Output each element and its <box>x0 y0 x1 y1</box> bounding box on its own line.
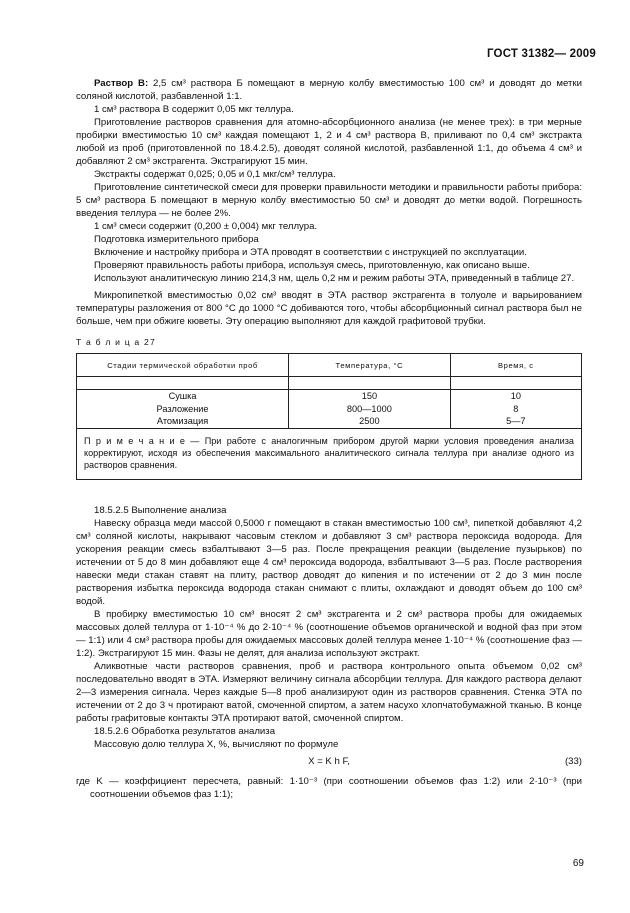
section-heading: 18.5.2.5 Выполнение анализа <box>94 505 227 517</box>
paragraph: Микропипеткой вместимостью 0,02 см³ вводят в ЭТА раствор экстрагента в толуоле и варьированием температуры разложения от 800 °С до 1000 °С добиваются того, чтобы абсорбционный сигнал раствора был не больше, чем при обжиге кюветы. Эту операцию выполняют для каждой графитовой трубки. <box>76 290 582 327</box>
paragraph: Используют аналитическую линию 214,3 нм, щель 0,2 нм и режим работы ЭТА, приведенный в таблице 27. <box>94 273 575 284</box>
paragraph-solution-v <box>76 77 582 103</box>
table-header-row <box>77 354 582 377</box>
paragraph: Навеску образца меди массой 0,5000 г помещают в стакан вместимостью 100 см³, пипеткой добавляют 4,2 см³ соляной кислоты, накрывают часовым стеклом и добавляют 3 см³ раствора пероксида водорода. Для ускорения реакции смесь взбалтывают 3—5 раз. После прекращения реакции (выделение пузырьков) по истечении от 5 до 8 мин добавляют еще 4 см³ пероксида водорода, взбалтывают 3—5 раз. После растворения навески меди стакан ставят на плиту, раствор доводят до кипения и по истечении от 2 до 3 мин после растворения избытка пероксида водорода стакан снимают с плиты, охлаждают и доводят объем до 100 см³ водой. <box>76 518 582 608</box>
paragraph: В пробирку вместимостью 10 см³ вносят 2 см³ экстрагента и 2 см³ раствора пробы для ожидаемых массовых долей теллура от 1·10⁻⁴ % до 2·10⁻⁴ % (соотношение объемов органической и водной фаз при этом — 1:1) или 4 см³ раствора пробы для ожидаемых массовых долей теллура менее 1·10⁻⁴ % (соотношение фаз — 1:2). Экстрагируют 15 мин. Фазы не делят, для анализа используют экстракт. <box>76 609 582 660</box>
paragraph: Приготовление растворов сравнения для атомно-абсорбционного анализа (не менее трех): в три мерные пробирки вместимостью 10 см³ каждая помещают 1, 2 и 4 см³ раствора В, приливают по 0,4 см³ экстракта любой из проб (приготовленной по 18.4.2.5), доводят соляной кислотой, разбавленной 1:1, до объема 4 см³ и добавляют 2 см³ экстрагента. Экстрагируют 15 мин. <box>76 117 582 167</box>
paragraph: Экстракты содержат 0,025; 0,05 и 0,1 мкг/см³ теллура. <box>94 169 336 180</box>
column-header: Температура, °С <box>289 354 451 377</box>
data-table <box>76 353 582 480</box>
table-row <box>77 390 582 403</box>
formula-row <box>76 755 582 771</box>
body-text <box>76 77 582 801</box>
note-text: — При работе с аналогичным прибором другой марки условия проведения анализа корректируют, исходя из обеспечения максимального аналитического сигнала теллура при анализе одного из растворов сравнения. <box>84 435 574 470</box>
cell-stage: Сушка <box>77 390 289 403</box>
table-note <box>77 428 582 480</box>
table-row <box>77 415 582 428</box>
paragraph: Проверяют правильность работы прибора, используя смесь, приготовленную, как описано выше. <box>94 260 530 271</box>
cell-stage: Атомизация <box>77 415 289 428</box>
table-note-row <box>77 428 582 480</box>
section-heading: 18.5.2.6 Обработка результатов анализа <box>94 726 276 738</box>
cell-stage: Разложение <box>77 403 289 416</box>
formula-definition: где K — коэффициент пересчета, равный: 1·10⁻³ (при соотношении объемов фаз 1:2) или 2·10⁻³ (при соотношении объемов фаз 1:1); <box>76 776 582 801</box>
paragraph: 1 см³ смеси содержит (0,200 ± 0,004) мкг теллура. <box>94 221 318 232</box>
column-header: Время, с <box>450 354 581 377</box>
cell-temperature: 150 <box>289 390 451 403</box>
cell-temperature: 800—1000 <box>289 403 451 416</box>
cell-time: 10 <box>450 390 581 403</box>
standard-header: ГОСТ 31382— 2009 <box>486 48 596 60</box>
column-header: Стадии термической обработки проб <box>77 354 289 377</box>
cell-time: 5—7 <box>450 415 581 428</box>
cell-temperature: 2500 <box>289 415 451 428</box>
paragraph: Массовую долю теллура X, %, вычисляют по формуле <box>94 739 339 751</box>
cell-time: 8 <box>450 403 581 416</box>
table-row <box>77 403 582 416</box>
table-spacer-row <box>77 377 582 390</box>
paragraph: Включение и настройку прибора и ЭТА проводят в соответствии с инструкцией по эксплуатации. <box>94 247 527 258</box>
paragraph: Аликвотные части растворов сравнения, проб и раствора контрольного опыта объемом 0,02 см³ последовательно вводят в ЭТА. Измеряют величину сигнала абсорбции теллура. Для каждого раствора делают 2—3 измерения сигнала. Через каждые 5—8 проб анализируют один из растворов сравнения. Стенка ЭТА по истечении от 2 до 3 ч протирают ватой, смоченной спиртом, а затем насухо хлопчатобумажной тканью. В конце работы графитовые контакты ЭТА протирают ватой, смоченной спиртом. <box>76 661 582 725</box>
paragraph-text: 2,5 см³ раствора Б помещают в мерную колбу вместимостью 100 см³ и доводят до метки соляной кислотой, разбавленной 1:1. <box>76 78 582 102</box>
formula-number: (33) <box>564 756 582 768</box>
paragraph-lead: Раствор В: <box>94 78 149 89</box>
subheading: Подготовка измерительного прибора <box>94 234 259 245</box>
note-label: П р и м е ч а н и е <box>84 435 185 446</box>
paragraph: Приготовление синтетической смеси для проверки правильности методики и правильности работы прибора: 5 см³ раствора Б помещают в мерную колбу вместимостью 50 см³ и доводят до метки водой. Погрешность введения теллура — не более 2%. <box>76 182 582 219</box>
formula: X = K h F, <box>308 756 350 768</box>
paragraph: 1 см³ раствора В содержит 0,05 мкг теллура. <box>94 104 294 115</box>
table-caption: Т а б л и ц а 27 <box>76 337 156 347</box>
page-number: 69 <box>572 858 584 869</box>
